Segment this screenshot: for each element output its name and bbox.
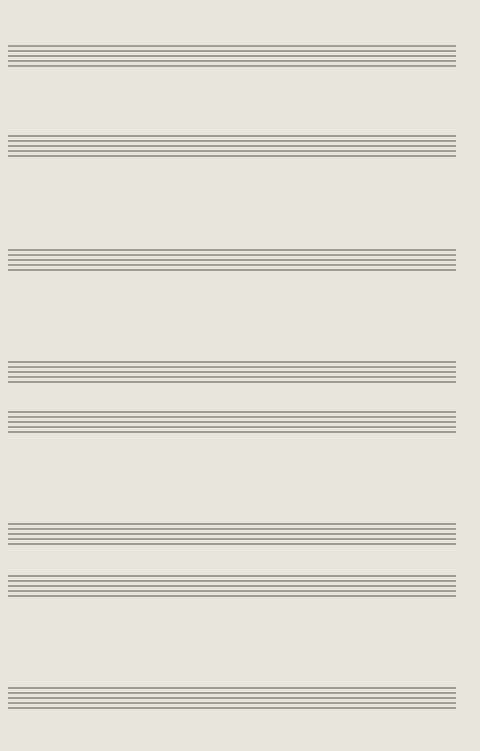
staff-treble	[8, 42, 456, 68]
lyric-line	[18, 93, 458, 107]
lyric-line	[18, 108, 458, 122]
staff-treble	[8, 246, 456, 272]
lyric-line	[18, 78, 458, 92]
staff-bass	[8, 684, 456, 710]
staff-treble	[8, 408, 456, 434]
staff-treble	[8, 572, 456, 598]
staff-bass	[8, 520, 456, 546]
staff-bass	[8, 132, 456, 158]
tune-name	[0, 206, 480, 221]
staff-bass	[8, 358, 456, 384]
